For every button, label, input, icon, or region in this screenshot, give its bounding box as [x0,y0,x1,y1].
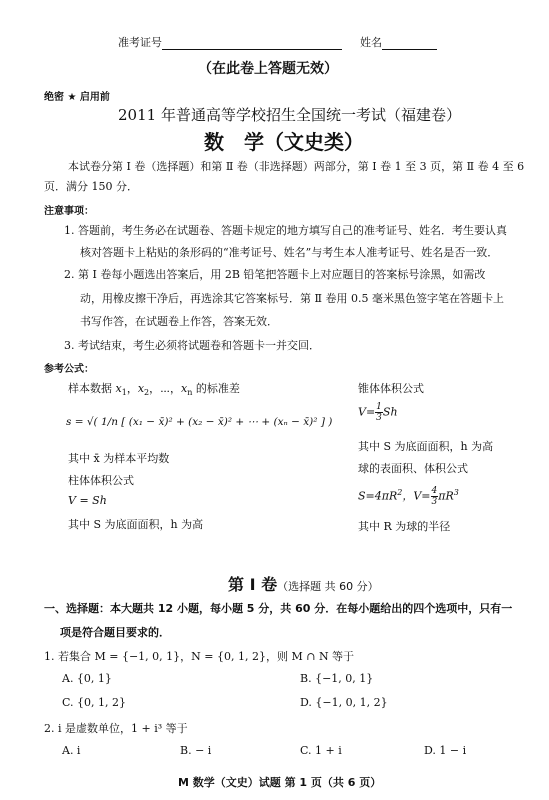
formulas-heading: 参考公式： [44,364,94,375]
cone-formula: V= $\frac{1}{3}$ Sh [358,402,398,423]
question-2-stem: 2. i 是虚数单位，1 + i³ 等于 [44,722,188,735]
exam-title: 2011 年普通高等学校招生全国统一考试（福建卷） [118,106,461,124]
section1-line1: 一、选择题：本大题共 12 小题，每小题 5 分，共 60 分．在每小题给出的四个选项中，只有一 [44,602,513,615]
question-2-option-a: A. i [62,744,81,757]
cone-note: 其中 S 为底面面积，h 为高 [358,440,494,453]
notes-item2-line3: 书写作答，在试题卷上作答，答案无效． [80,315,278,328]
notes-item2-line2: 动，用橡皮擦干净后，再选涂其它答案标号．第 Ⅱ 卷用 0.5 毫米黑色签字笔在答题卡上 [80,292,504,305]
sphere-formula: $S=4\pi R^2$，V= $\frac{4}{3}$ $\pi R^3$ [358,486,459,507]
question-2-option-b: B. − i [180,744,212,757]
exam-subject: 数 学（文史类） [204,130,364,154]
exam-intro-line2: 页．满分 150 分． [44,180,138,193]
question-2-option-d: D. 1 − i [424,744,467,757]
notes-item2-line1: 2. 第 Ⅰ 卷每小题选出答案后，用 2B 铅笔把答题卡上对应题目的答案标号涂黑，如需改 [64,268,486,281]
std-dev-formula: s = √( 1/n [ (x₁ − x̄)² + (x₂ − x̄)² + ⋯ + (xₙ − x̄)² ] ) [66,416,333,428]
mean-note: 其中 x̄ 为样本平均数 [68,452,170,465]
ticket-number-label: 准考证号 [118,36,162,49]
question-1-stem: 1. 若集合 M = {−1, 0, 1}，N = {0, 1, 2}，则 M ∩ N 等于 [44,650,355,663]
name-field [360,34,437,50]
question-1-option-a: A. {0, 1} [62,672,112,685]
prism-note: 其中 S 为底面面积，h 为高 [68,518,204,531]
std-dev-label: 样本数据 $x_1$，$x_2$，⋯，$x_n$ 的标准差 [68,382,240,398]
notes-heading: 注意事项： [44,206,94,217]
part1-title: 第 Ⅰ 卷（选择题 共 60 分） [228,575,379,594]
prism-title: 柱体体积公式 [68,474,134,487]
page-footer: M 数学（文史）试题 第 1 页（共 6 页） [178,776,382,789]
exam-intro-line1: 本试卷分第 Ⅰ 卷（选择题）和第 Ⅱ 卷（非选择题）两部分，第 Ⅰ 卷 1 至 3 页，第 Ⅱ 卷 4 至 6 [68,160,525,173]
question-1-option-b: B. {−1, 0, 1} [300,672,374,685]
question-1-option-c: C. {0, 1, 2} [62,696,126,709]
question-1-option-d: D. {−1, 0, 1, 2} [300,696,388,709]
ticket-number-field [118,34,342,50]
ticket-number-blank [162,37,342,50]
notes-item3: 3. 考试结束，考生必须将试题卷和答题卡一并交回． [64,339,320,352]
section1-line2: 项是符合题目要求的． [60,626,170,639]
no-answer-note: （在此卷上答题无效） [198,61,338,77]
notes-item1-line2: 核对答题卡上粘贴的条形码的“准考证号、姓名”与考生本人准考证号、姓名是否一致． [80,246,499,259]
secret-note: 绝密 ★ 启用前 [44,92,110,103]
prism-formula: V = Sh [68,494,107,507]
name-label: 姓名 [360,36,382,49]
sphere-note: 其中 R 为球的半径 [358,520,451,533]
name-blank [382,37,437,50]
question-2-option-c: C. 1 + i [300,744,342,757]
cone-note-suffix: 球的表面积、体积公式 [358,462,468,475]
notes-item1-line1: 1. 答题前，考生务必在试题卷、答题卡规定的地方填写自己的准考证号、姓名．考生要认真 [64,224,507,237]
cone-title: 锥体体积公式 [358,382,424,395]
